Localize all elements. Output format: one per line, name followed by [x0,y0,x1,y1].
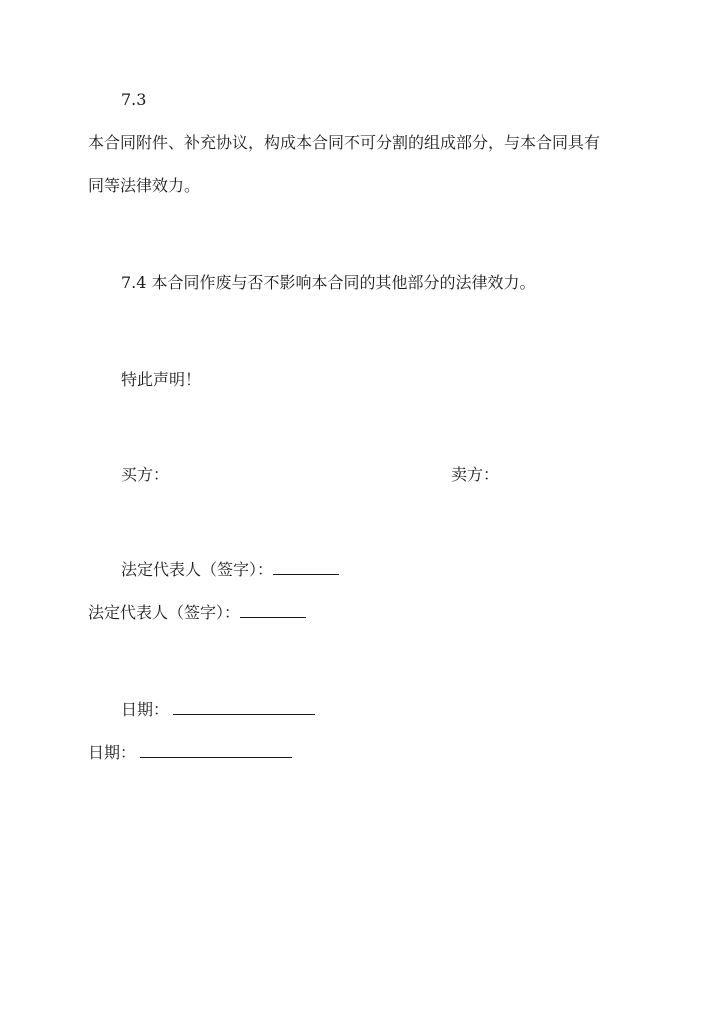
buyer-date-line [121,700,315,720]
seller-date-blank [140,743,292,758]
seller-label: 卖方： [451,465,500,484]
buyer-representative-signature-blank [273,560,339,575]
clause-7-4-text: 7.4 本合同作废与否不影响本合同的其他部分的法律效力。 [121,273,536,292]
clause-7-3-number: 7.3 [121,90,147,109]
seller-representative-signature-line [88,603,306,623]
seller-date-line [88,743,292,763]
clause-7-3-text-line-2: 同等法律效力。 [88,176,201,195]
seller-representative-label: 法定代表人（签字）： [88,603,241,622]
clause-7-3-text-line-1: 本合同附件、补充协议，构成本合同不可分割的组成部分，与本合同具有 [88,133,601,152]
buyer-date-blank [173,700,315,715]
buyer-label: 买方： [121,465,170,484]
declaration-text: 特此声明！ [121,370,202,389]
seller-date-label: 日期： [88,743,137,762]
buyer-representative-label: 法定代表人（签字）： [121,560,274,579]
buyer-date-label: 日期： [121,700,170,719]
buyer-representative-signature-line [121,560,339,580]
seller-representative-signature-blank [240,603,306,618]
